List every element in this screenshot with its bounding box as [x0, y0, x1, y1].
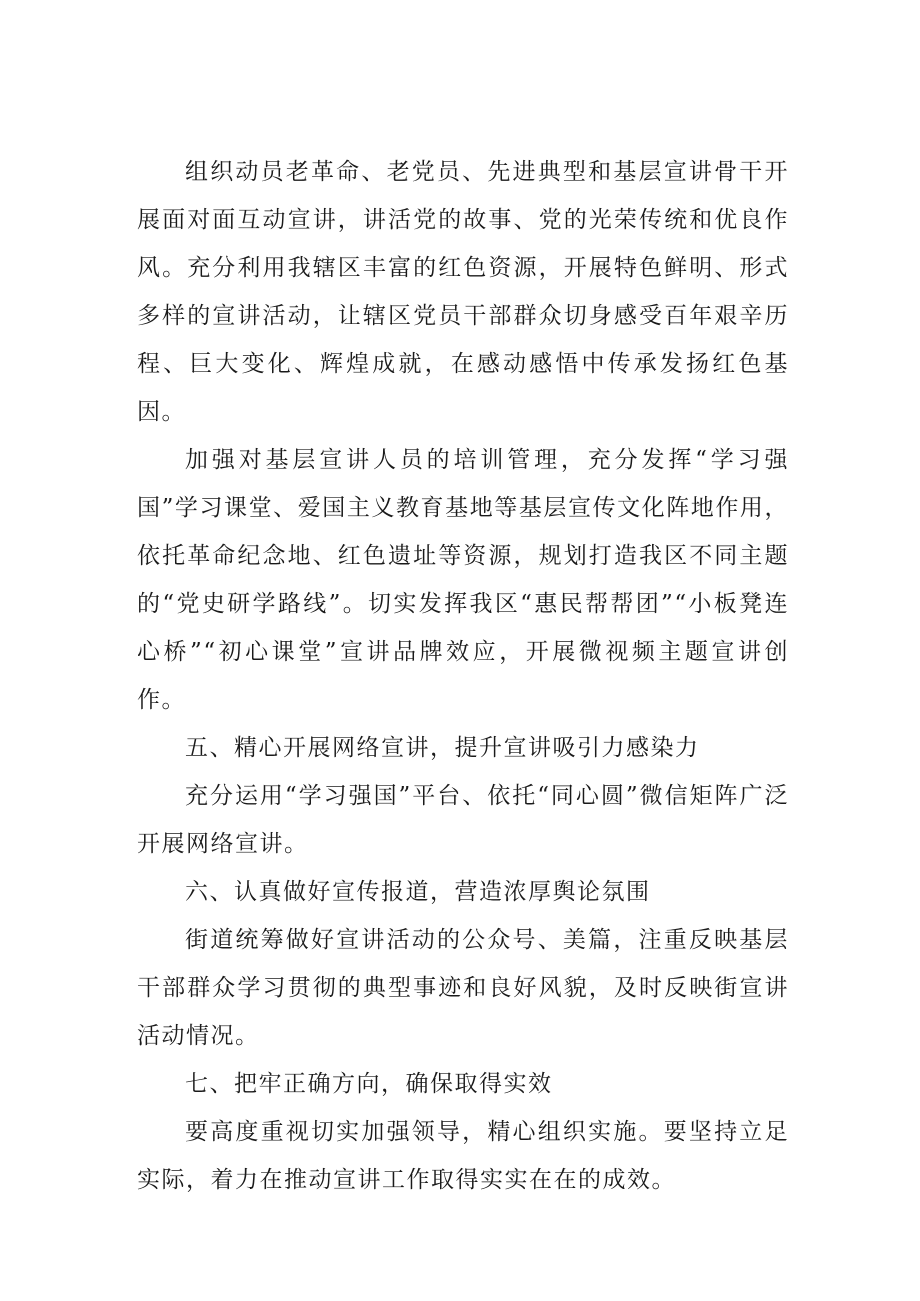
document-body — [137, 148, 789, 1204]
section-heading-publicity: 六、认真做好宣传报道，营造浓厚舆论氛围 — [185, 879, 651, 905]
paragraph-leadership: 要高度重视切实加强领导，精心组织实施。要坚持立足实际，着力在推动宣讲工作取得实实在在的成效。 — [137, 1119, 789, 1193]
paragraph-mobilize-speakers: 组织动员老革命、老党员、先进典型和基层宣讲骨干开展面对面互动宣讲，讲活党的故事、党的光荣传统和优良作风。充分利用我辖区丰富的红色资源，开展特色鲜明、形式多样的宣讲活动，让辖区党员干部群众切身感受百年艰辛历程、巨大变化、辉煌成就，在感动感悟中传承发扬红色基因。 — [137, 159, 789, 425]
paragraph-online-platforms: 充分运用“学习强国”平台、依托“同心圆”微信矩阵广泛开展网络宣讲。 — [137, 783, 789, 857]
paragraph-publicity-reports: 街道统筹做好宣讲活动的公众号、美篇，注重反映基层干部群众学习贯彻的典型事迹和良好风貌，及时反映街宣讲活动情况。 — [137, 927, 789, 1049]
section-heading-online-lectures: 五、精心开展网络宣讲，提升宣讲吸引力感染力 — [185, 735, 700, 761]
paragraph-training-management: 加强对基层宣讲人员的培训管理，充分发挥“学习强国”学习课堂、爱国主义教育基地等基层宣传文化阵地作用，依托革命纪念地、红色遗址等资源，规划打造我区不同主题的“党史研学路线”。切实发挥我区“惠民帮帮团”“小板凳连心桥”“初心课堂”宣讲品牌效应，开展微视频主题宣讲创作。 — [137, 447, 789, 713]
section-heading-direction: 七、把牢正确方向，确保取得实效 — [185, 1071, 553, 1097]
